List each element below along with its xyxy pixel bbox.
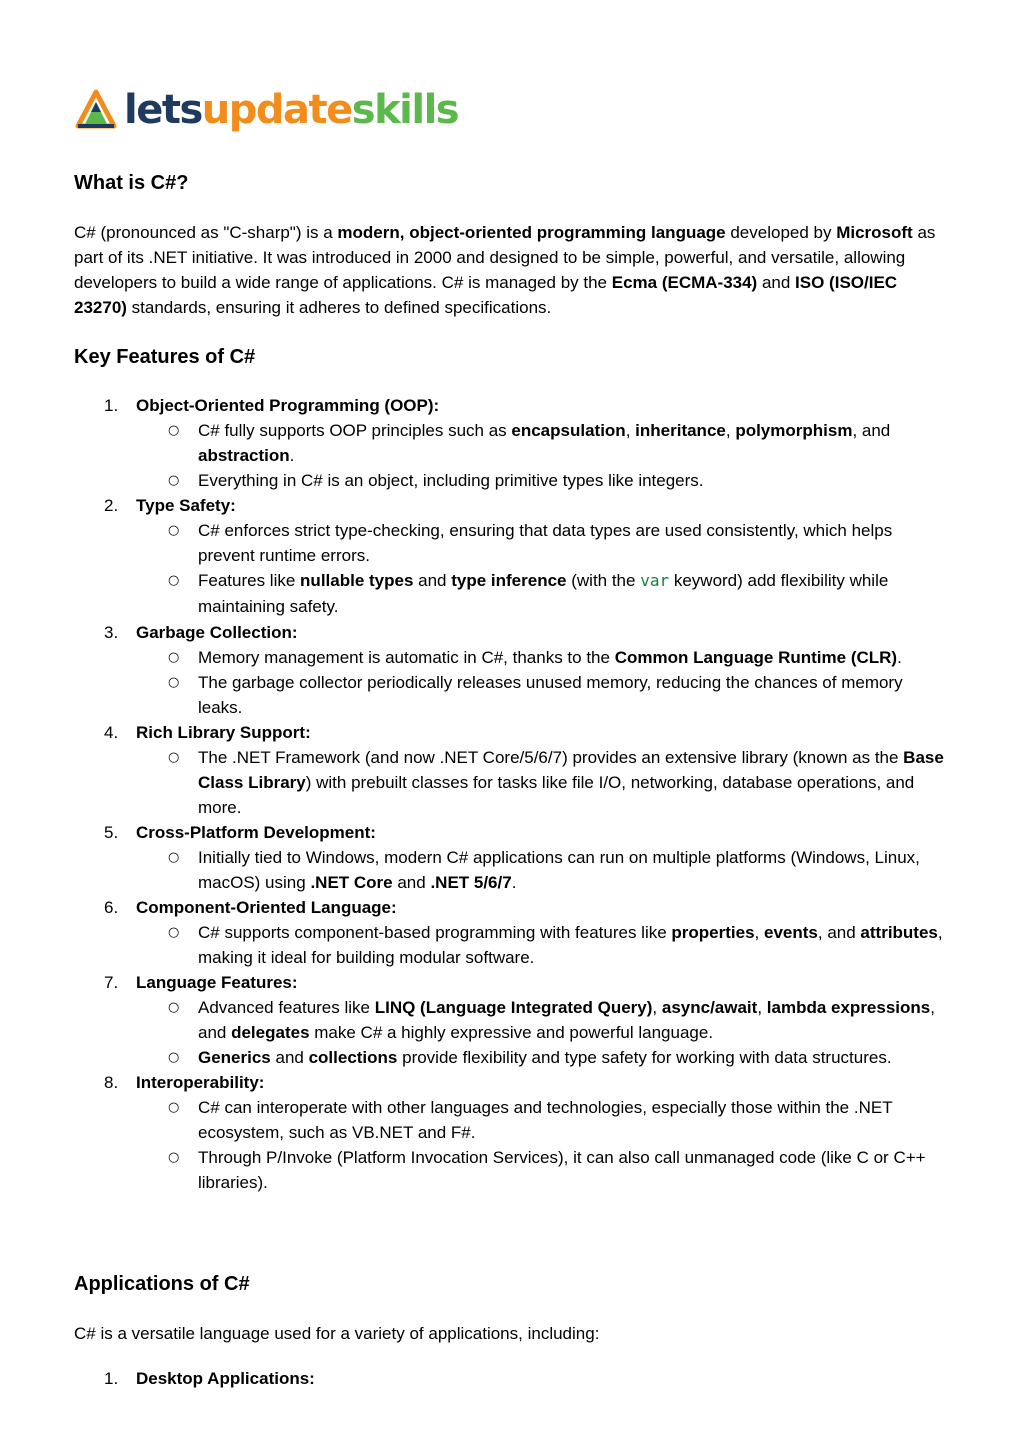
text-run: and — [757, 273, 796, 292]
text-run: and — [392, 873, 431, 892]
text-run: Features like — [198, 571, 301, 590]
sub-item — [168, 670, 948, 720]
item-number: 2. — [104, 496, 119, 515]
logo-text-skills: skills — [351, 87, 459, 133]
bold-run: Common Language Runtime (CLR) — [614, 648, 898, 667]
logo-triangle-icon — [74, 88, 118, 132]
item-title: Rich Library Support: — [136, 723, 311, 742]
bold-run: delegates — [231, 1023, 310, 1042]
bold-run: modern, object-oriented programming language — [337, 223, 726, 242]
code-keyword: var — [640, 571, 670, 590]
bold-run: ISO (ISO/IEC 23270) — [74, 273, 898, 317]
bold-run: encapsulation — [511, 421, 626, 440]
logo-text-lets: lets — [124, 87, 202, 133]
item-title: Language Features: — [136, 973, 298, 992]
bold-run: type inference — [451, 571, 567, 590]
bold-run: .NET Core — [310, 873, 393, 892]
item-number: 8. — [104, 1073, 119, 1092]
item-title: Type Safety: — [136, 496, 236, 515]
text-run: , making it ideal for building modular software. — [198, 923, 943, 967]
item-number: 1. — [104, 1369, 119, 1388]
item-number: 5. — [104, 823, 119, 842]
item-title: Interoperability: — [136, 1073, 265, 1092]
text-run: and — [413, 571, 452, 590]
text-run: , and — [817, 923, 861, 942]
bold-run: async/await — [661, 998, 758, 1017]
sub-item — [168, 1095, 948, 1145]
item-number: 3. — [104, 623, 119, 642]
circle-bullet-icon: ○ — [168, 523, 180, 538]
logo-text-update: update — [201, 87, 352, 133]
bold-run: properties — [671, 923, 755, 942]
bold-run: lambda expressions — [766, 998, 931, 1017]
circle-bullet-icon: ○ — [168, 1000, 180, 1015]
circle-bullet-icon: ○ — [168, 1050, 180, 1065]
list-item — [0, 1070, 1024, 1195]
circle-bullet-icon: ○ — [168, 473, 180, 488]
item-number: 4. — [104, 723, 119, 742]
sub-item — [168, 418, 948, 468]
bold-run: attributes — [860, 923, 938, 942]
text-run: (with the — [566, 571, 641, 590]
circle-bullet-icon: ○ — [168, 1150, 180, 1165]
circle-bullet-icon: ○ — [168, 925, 180, 940]
bold-run: Base Class Library — [198, 748, 944, 792]
text-run: developed by — [725, 223, 837, 242]
bold-run: polymorphism — [735, 421, 853, 440]
heading-what-is-csharp: What is C#? — [74, 172, 189, 194]
sub-item — [168, 1045, 948, 1070]
item-number: 1. — [104, 396, 119, 415]
circle-bullet-icon: ○ — [168, 850, 180, 865]
text-run: C# can interoperate with other languages and technologies, especially those within the .NET ecosystem, such as VB.NET and F#. — [198, 1098, 893, 1142]
text-run: ) with prebuilt classes for tasks like file I/O, networking, database operations, and more. — [198, 773, 915, 817]
sub-item — [168, 845, 948, 895]
circle-bullet-icon: ○ — [168, 1100, 180, 1115]
list-item — [0, 970, 1024, 1070]
list-item — [0, 393, 1024, 493]
item-number: 6. — [104, 898, 119, 917]
sub-item — [168, 568, 948, 620]
bold-run: Ecma (ECMA-334) — [611, 273, 758, 292]
text-run: C# fully supports OOP principles such as — [198, 421, 512, 440]
text-run: , — [725, 421, 736, 440]
key-features-list — [0, 393, 1024, 1195]
sub-item — [168, 995, 948, 1045]
heading-key-features: Key Features of C# — [74, 346, 256, 368]
text-run: Through P/Invoke (Platform Invocation Services), it can also call unmanaged code (like C or C++ libraries). — [198, 1148, 926, 1192]
list-item — [0, 895, 1024, 970]
text-run: . — [289, 446, 295, 465]
text-run: C# enforces strict type-checking, ensuring that data types are used consistently, which helps prevent runtime errors. — [198, 521, 893, 565]
circle-bullet-icon: ○ — [168, 750, 180, 765]
circle-bullet-icon: ○ — [168, 675, 180, 690]
text-run: . — [897, 648, 902, 667]
item-title: Desktop Applications: — [136, 1369, 315, 1388]
text-run: standards, ensuring it adheres to defined specifications. — [126, 298, 552, 317]
sub-item — [168, 645, 948, 670]
bold-run: abstraction — [198, 446, 290, 465]
bold-run: nullable types — [300, 571, 414, 590]
text-run: make C# a highly expressive and powerful language. — [309, 1023, 714, 1042]
circle-bullet-icon: ○ — [168, 423, 180, 438]
text-run: , — [754, 923, 764, 942]
text-run: keyword) add flexibility while maintaining safety. — [198, 571, 889, 616]
text-run: The .NET Framework (and now .NET Core/5/6/7) provides an extensive library (known as the — [198, 748, 904, 767]
item-title: Object-Oriented Programming (OOP): — [136, 396, 440, 415]
circle-bullet-icon: ○ — [168, 650, 180, 665]
bold-run: events — [764, 923, 818, 942]
item-number: 7. — [104, 973, 119, 992]
text-run: C# (pronounced as "C-sharp") is a — [74, 223, 338, 242]
sub-item — [168, 518, 948, 568]
text-run: Initially tied to Windows, modern C# applications can run on multiple platforms (Windows, Linux, macOS) using — [198, 848, 920, 892]
text-run: C# supports component-based programming with features like — [198, 923, 672, 942]
list-item — [0, 820, 1024, 895]
applications-list — [0, 1366, 1024, 1391]
text-run: The garbage collector periodically releases unused memory, reducing the chances of memory leaks. — [198, 673, 903, 717]
bold-run: Microsoft — [836, 223, 913, 242]
item-title: Cross-Platform Development: — [136, 823, 376, 842]
circle-bullet-icon: ○ — [168, 573, 180, 588]
item-title: Garbage Collection: — [136, 623, 298, 642]
bold-run: .NET 5/6/7 — [430, 873, 512, 892]
bold-run: LINQ (Language Integrated Query) — [374, 998, 653, 1017]
text-run: provide flexibility and type safety for working with data structures. — [397, 1048, 892, 1067]
list-item — [0, 1366, 1024, 1391]
text-run: , and — [198, 998, 935, 1042]
applications-intro: C# is a versatile language used for a variety of applications, including: — [74, 1324, 600, 1343]
bold-run: Generics — [198, 1048, 271, 1067]
intro-paragraph — [74, 220, 954, 320]
bold-run: collections — [308, 1048, 398, 1067]
text-run: , — [625, 421, 636, 440]
text-run: and — [270, 1048, 309, 1067]
text-run: Memory management is automatic in C#, thanks to the — [198, 648, 615, 667]
text-run: Advanced features like — [198, 998, 375, 1017]
sub-item — [168, 920, 948, 970]
text-run: , and — [852, 421, 891, 440]
item-title: Component-Oriented Language: — [136, 898, 397, 917]
text-run: , — [652, 998, 662, 1017]
sub-item — [168, 468, 948, 493]
text-run: , — [757, 998, 767, 1017]
sub-item — [168, 745, 948, 820]
sub-item — [168, 1145, 948, 1195]
list-item — [0, 720, 1024, 820]
text-run: as part of its .NET initiative. It was introduced in 2000 and designed to be simple, powerful, and versatile, allowing developers to build a wide range of applications. C# is managed by the — [74, 223, 936, 292]
text-run: . — [511, 873, 517, 892]
list-item — [0, 493, 1024, 620]
site-logo[interactable] — [74, 82, 458, 138]
heading-applications: Applications of C# — [74, 1273, 250, 1295]
text-run: Everything in C# is an object, including primitive types like integers. — [198, 471, 704, 490]
list-item — [0, 620, 1024, 720]
bold-run: inheritance — [635, 421, 726, 440]
